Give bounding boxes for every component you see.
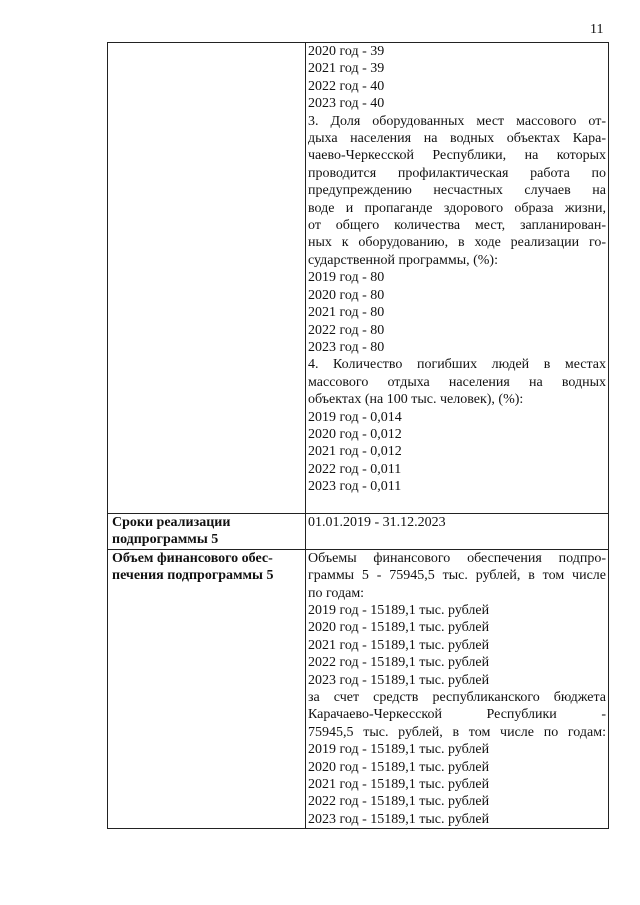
row-value-line: 2022 год - 0,011 [308, 461, 402, 477]
row-value-line: 75945,5 тыс. рублей, в том числе по годам: [308, 724, 606, 740]
row-value-line: граммы 5 - 75945,5 тыс. рублей, в том числе [308, 568, 606, 584]
row-value-line: по годам: [308, 585, 365, 601]
row-value-line: от общего количества мест, запланирован- [308, 218, 606, 234]
row-value-line: сударственной программы, (%): [308, 252, 498, 268]
passport-table [107, 42, 609, 829]
row-value-line: 3. Доля оборудованных мест массового от- [308, 113, 606, 129]
row-value-line: 4. Количество погибших людей в местах [308, 357, 606, 373]
row-value-line: 2022 год - 40 [308, 78, 385, 94]
row-value-line: 2020 год - 80 [308, 287, 385, 303]
row-value-line: чаево-Черкесской Республики, на которых [308, 148, 606, 164]
row-label-cell [108, 43, 306, 514]
row-value-line: 2022 год - 15189,1 тыс. рублей [308, 655, 490, 671]
row-value-line: 2021 год - 15189,1 тыс. рублей [308, 637, 490, 653]
row-label-cell [108, 549, 306, 829]
row-value-line: 2022 год - 80 [308, 322, 385, 338]
row-value-line: 2020 год - 39 [308, 44, 385, 59]
row-value-line: 2020 год - 0,012 [308, 426, 402, 442]
row-value-line: 2022 год - 15189,1 тыс. рублей [308, 794, 490, 810]
row-label-line: печения подпрограммы 5 [112, 568, 274, 584]
table-row [108, 549, 609, 829]
row-value-line: Карачаево-Черкесской Республики - [308, 707, 606, 723]
row-value-cell [306, 513, 609, 549]
row-label-line: Объем финансового обес- [112, 550, 273, 566]
row-value-cell [306, 549, 609, 829]
row-value-line: 2023 год - 15189,1 тыс. рублей [308, 811, 490, 827]
row-value-line: 2019 год - 80 [308, 270, 385, 286]
row-value-line: массового отдыха населения на водных [308, 374, 606, 390]
row-value-line: 2023 год - 40 [308, 96, 385, 112]
row-value-line: воде и пропаганде здорового образа жизни, [308, 200, 606, 216]
row-value-line: 2023 год - 80 [308, 339, 385, 355]
row-label-line: подпрограммы 5 [112, 532, 219, 548]
page-number: 11 [590, 22, 604, 37]
row-value-cell [306, 43, 609, 514]
row-value-line: проводится профилактическая работа по [308, 165, 606, 181]
row-label-line: Сроки реализации [112, 514, 231, 530]
row-value-line: предупреждению несчастных случаев на [308, 183, 606, 199]
row-value-line: 2023 год - 0,011 [308, 479, 402, 495]
row-value-line: 2020 год - 15189,1 тыс. рублей [308, 620, 490, 636]
row-value-line: 2021 год - 15189,1 тыс. рублей [308, 777, 490, 793]
row-value-line: ных к оборудованию, в ходе реализации го- [308, 235, 606, 251]
table-row [108, 513, 609, 549]
row-value-line: 2021 год - 80 [308, 305, 385, 321]
row-value-line: 2019 год - 0,014 [308, 409, 402, 425]
row-value-line: Объемы финансового обеспечения подпро- [308, 550, 606, 566]
row-label-cell [108, 513, 306, 549]
table-row [108, 43, 609, 514]
row-value-line: объектах (на 100 тыс. человек), (%): [308, 392, 524, 408]
row-value-line: за счет средств республиканского бюджета [308, 690, 606, 706]
row-value-line: 2020 год - 15189,1 тыс. рублей [308, 759, 490, 775]
row-value-line: 2023 год - 15189,1 тыс. рублей [308, 672, 490, 688]
row-value-line: 01.01.2019 - 31.12.2023 [308, 514, 446, 530]
row-value-line: 2019 год - 15189,1 тыс. рублей [308, 603, 490, 618]
row-value-line: 2021 год - 0,012 [308, 444, 402, 460]
row-value-line: 2019 год - 15189,1 тыс. рублей [308, 742, 490, 758]
row-value-line: дыха населения на водных объектах Кара- [308, 131, 606, 147]
row-value-line: 2021 год - 39 [308, 61, 385, 77]
row-value-line [308, 496, 606, 513]
